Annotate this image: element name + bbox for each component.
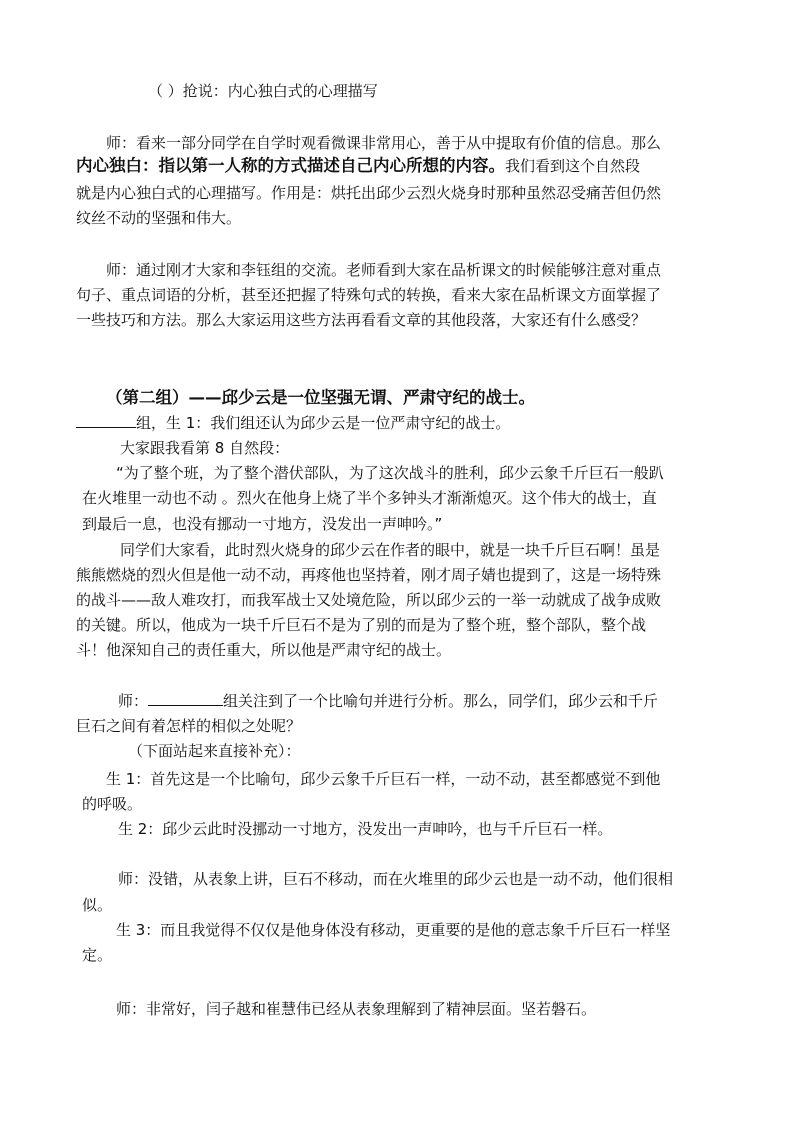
- bold-definition: 指以第一人称的方式描述自己内心所想的内容。: [158, 156, 505, 175]
- text-span: 组关注到了一个比喻句并进行分析。那么，同学们，邱少云和千斤: [223, 692, 659, 710]
- text-line: 的关键。所以，他成为一块千斤巨石不是为了别的而是为了整个班，整个部队，整个战: [76, 616, 647, 634]
- text-line: 生 2：邱少云此时没挪动一寸地方，没发出一声呻吟，也与千斤巨石一样。: [118, 820, 613, 838]
- text-line: 师：非常好，闫子越和崔慧伟已经从表象理解到了精神层面。坚若磐石。: [116, 1000, 597, 1018]
- text-line: 师：通过刚才大家和李钰组的交流。老师看到大家在品析课文的时候能够注意对重点: [106, 261, 662, 279]
- text-line: （下面站起来直接补充）：: [128, 742, 301, 760]
- text-line: 到最后一息，也没有挪动一寸地方，没发出一声呻吟。”: [82, 515, 443, 533]
- text-line: 的呼吸。: [82, 795, 143, 813]
- text-span: 组，生 1：我们组还认为邱少云是一位严肃守纪的战士。: [136, 414, 511, 432]
- text-line: [76, 412, 510, 434]
- text-line: 生 1：首先这是一个比喻句，邱少云象千斤巨石一样，一动不动，甚至都感觉不到他: [106, 770, 661, 788]
- text-line: 一些技巧和方法。那么大家运用这些方法再看看文章的其他段落，大家还有什么感受？: [76, 311, 647, 329]
- text-line: 句子、重点词语的分析，甚至还把握了特殊句式的转换，看来大家在品析课文方面掌握了: [76, 286, 662, 304]
- text-span: 师：: [118, 692, 149, 710]
- text-line: 就是内心独白式的心理描写。作用是：烘托出邱少云烈火烧身时那种虽然忍受痛苦但仍然: [76, 184, 662, 202]
- text-line: 似。: [82, 896, 113, 914]
- text-line: 同学们大家看，此时烈火烧身的邱少云在作者的眼中，就是一块千斤巨石啊！虽是: [120, 541, 661, 559]
- text-line: 巨石之间有着怎样的相似之处呢？: [76, 717, 302, 735]
- text-line: 师：看来一部分同学在自学时观看微课非常用心，善于从中提取有价值的信息。那么: [106, 134, 662, 152]
- text-line: 大家跟我看第 8 自然段：: [120, 439, 290, 457]
- fill-blank: [76, 412, 136, 428]
- text-line: 师：没错，从表象上讲，巨石不移动，而在火堆里的邱少云也是一动不动，他们很相: [118, 870, 674, 888]
- text-line: 斗！他深知自己的责任重大，所以他是严肃守纪的战士。: [76, 641, 452, 659]
- text-line: 纹丝不动的坚强和伟大。: [76, 209, 242, 227]
- bold-term: 内心独白：: [76, 156, 159, 175]
- text-line: 的战斗——敌人难攻打，而我军战士又处境危险，所以邱少云的一举一动就成了战争成败: [76, 591, 662, 609]
- text-line: 定。: [82, 946, 113, 964]
- section-heading: （第二组）——邱少云是一位坚强无谓、严肃守纪的战士。: [106, 388, 535, 407]
- text-line: （ ）抢说：内心独白式的心理描写: [148, 82, 378, 100]
- text-line: 在火堆里一动也不动 。烈火在他身上烧了半个多钟头才渐渐熄灭。这个伟大的战士，直: [82, 489, 657, 507]
- text-line: “为了整个班，为了整个潜伏部队，为了这次战斗的胜利，邱少云象千斤巨石一般趴: [116, 464, 664, 482]
- text-line: [76, 155, 640, 177]
- text-line: [118, 690, 658, 712]
- text-line: 生 3：而且我觉得不仅仅是他身体没有移动，更重要的是他的意志象千斤巨石一样坚: [116, 921, 671, 939]
- text-line: 熊熊燃烧的烈火但是他一动不动，再疼他也坚持着，刚才周子婧也提到了，这是一场特殊: [76, 566, 662, 584]
- text-span: 我们看到这个自然段: [505, 157, 641, 175]
- fill-blank: [148, 690, 223, 706]
